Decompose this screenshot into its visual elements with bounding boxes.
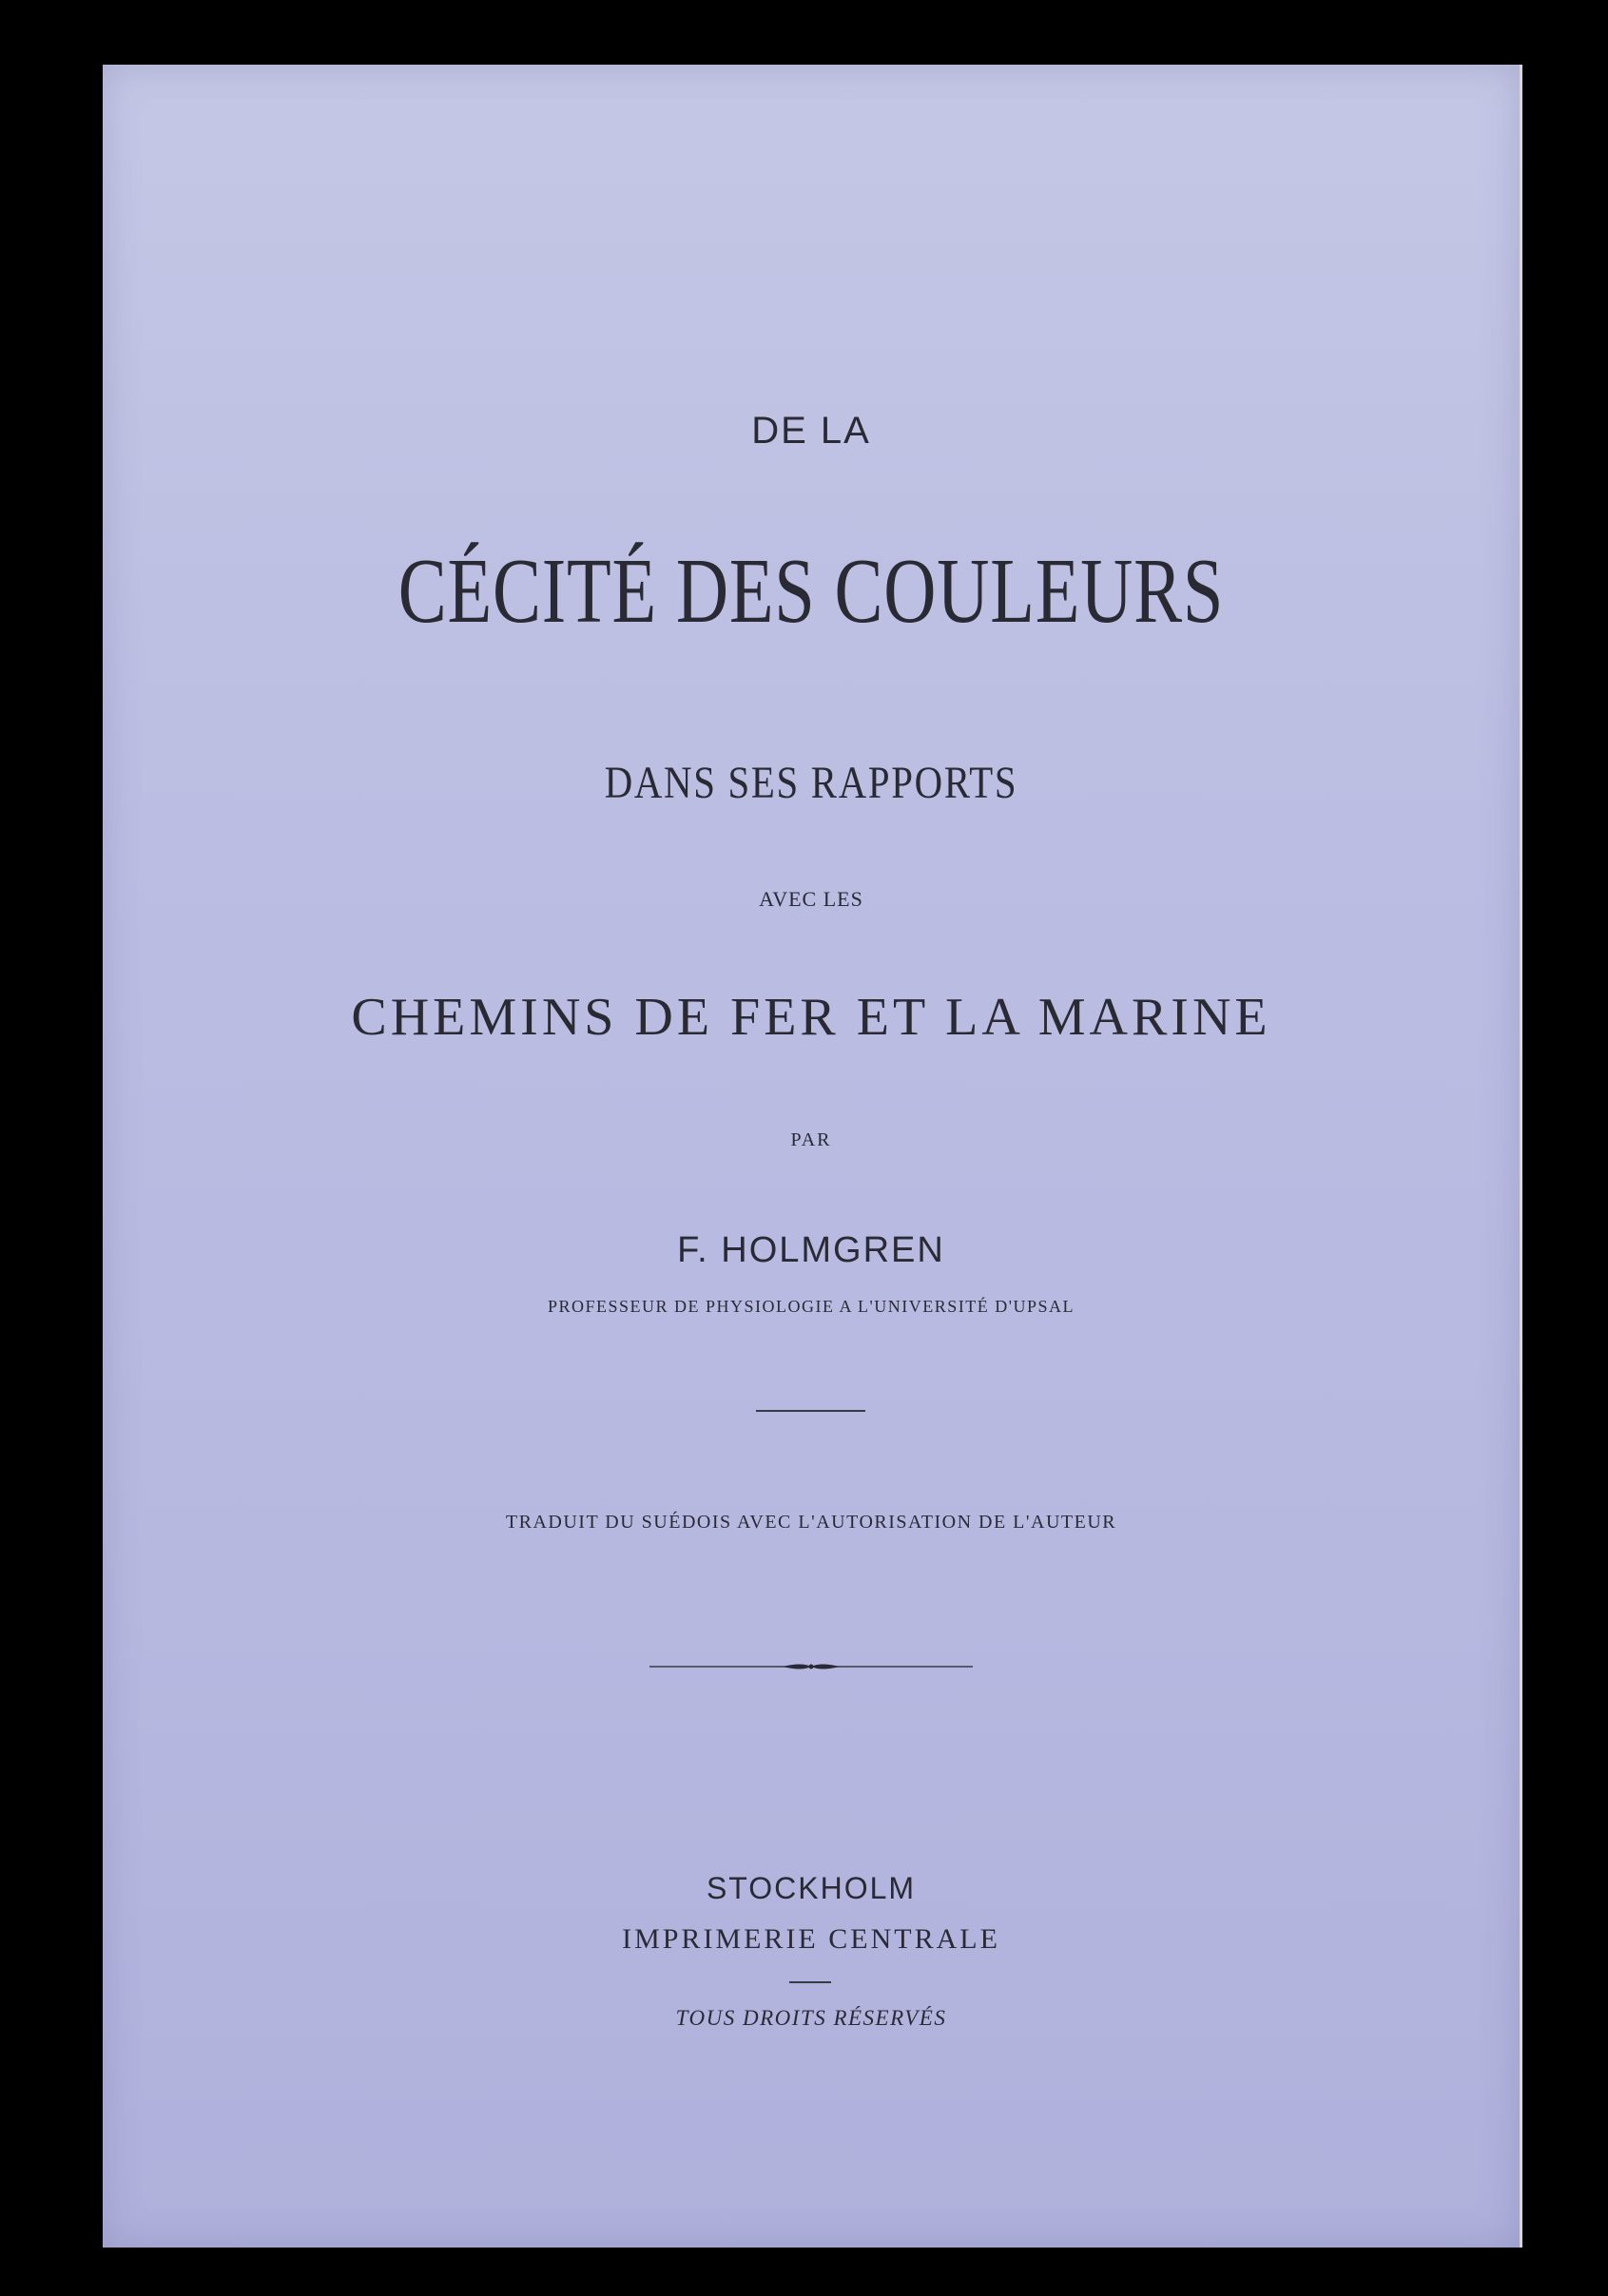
translation-note: TRADUIT DU SUÉDOIS AVEC L'AUTORISATION DE L'AUTEUR: [505, 1512, 1117, 1533]
subtitle-line-2: AVEC LES: [759, 887, 863, 911]
rights-notice: TOUS DROITS RÉSERVÉS: [675, 2006, 947, 2030]
author-name: F. HOLMGREN: [677, 1230, 945, 1270]
author-role: PROFESSEUR DE PHYSIOLOGIE A L'UNIVERSITÉ D'UPSAL: [547, 1297, 1075, 1316]
subtitle-line-3: CHEMINS DE FER ET LA MARINE: [351, 988, 1271, 1047]
short-rule: [789, 1981, 831, 1983]
ornamental-divider: [649, 1659, 973, 1674]
subtitle-line-1: DANS SES RAPPORTS: [604, 758, 1018, 808]
printer-name: IMPRIMERIE CENTRALE: [622, 1923, 1000, 1955]
main-title: CÉCITÉ DES COULEURS: [397, 540, 1225, 643]
publication-city: STOCKHOLM: [706, 1871, 917, 1905]
separator-rule: [756, 1410, 865, 1412]
by-label: PAR: [790, 1129, 832, 1150]
book-cover: [103, 65, 1522, 2248]
title-prefix: DE LA: [751, 410, 871, 452]
